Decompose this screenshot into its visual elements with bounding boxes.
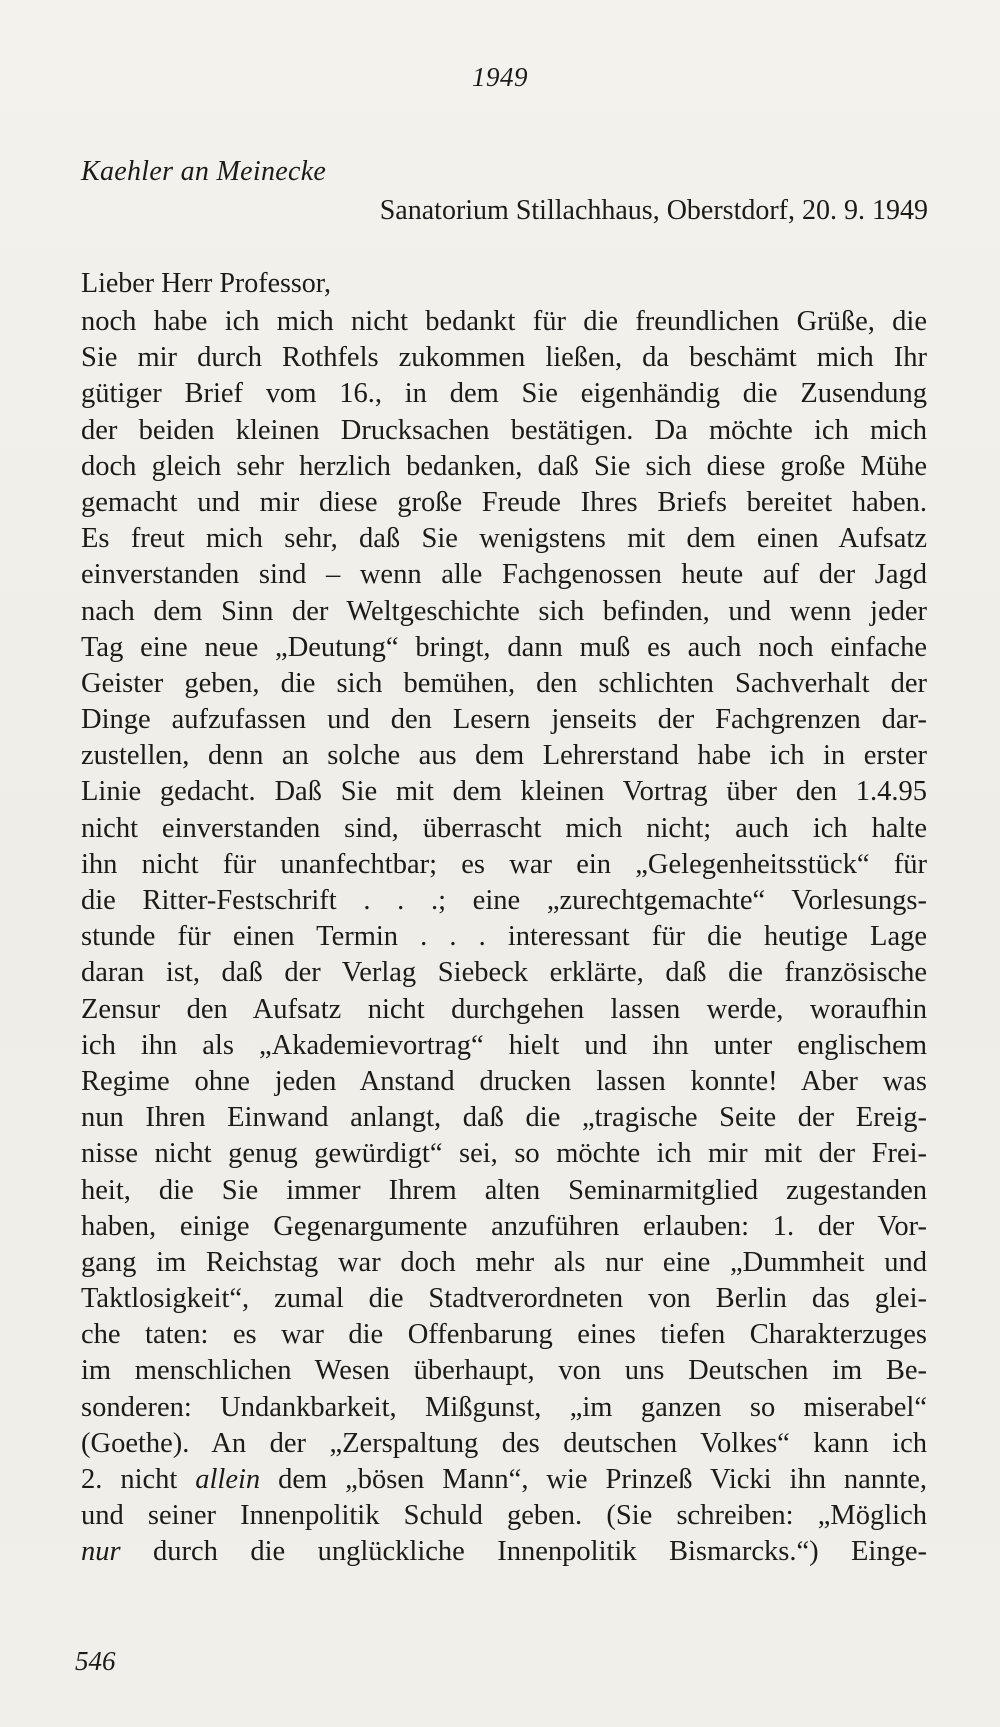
text-line: [81, 1390, 927, 1426]
text-line: [81, 304, 927, 340]
text-segment: ich ihn als „Akademievortrag“ hielt und ihn unter englischem: [81, 1029, 927, 1061]
text-line: [81, 702, 927, 738]
text-segment: heit, die Sie immer Ihrem alten Seminarmitglied zugestanden: [81, 1174, 927, 1206]
text-segment: nisse nicht genug gewürdigt“ sei, so möchte ich mir mit der Frei-: [81, 1138, 927, 1170]
text-segment: dem „bösen Mann“, wie Prinzeß Vicki ihn nannte,: [260, 1464, 927, 1495]
text-segment: (Goethe). An der „Zerspaltung des deutschen Volkes“ kann ich: [81, 1427, 927, 1459]
text-segment: Regime ohne jeden Anstand drucken lassen konnte! Aber was: [81, 1065, 927, 1097]
text-line: [81, 666, 927, 702]
text-segment: nun Ihren Einwand anlangt, daß die „tragische Seite der Ereig-: [81, 1102, 927, 1134]
text-line: [81, 594, 927, 630]
text-line: [81, 1173, 927, 1209]
letter-place-date: Sanatorium Stillachhaus, Oberstdorf, 20. 9. 1949: [379, 195, 928, 226]
text-line: [81, 774, 927, 810]
text-segment: Taktlosigkeit“, zumal die Stadtverordneten von Berlin das glei-: [81, 1283, 927, 1315]
text-line: [81, 1064, 927, 1100]
text-segment: und seiner Innenpolitik Schuld geben. (Sie schreiben: „Möglich: [81, 1500, 927, 1532]
emphasized-text: allein: [195, 1464, 261, 1495]
text-line: [81, 1100, 927, 1136]
text-line: [81, 1534, 927, 1570]
text-segment: 2. nicht: [81, 1464, 196, 1495]
emphasized-text: nur: [81, 1536, 121, 1568]
letter-body: [81, 304, 927, 1571]
text-segment: Dinge aufzufassen und den Lesern jenseits der Fachgrenzen dar-: [81, 704, 927, 736]
text-segment: die Ritter-Festschrift . . .; eine „zurechtgemachte“ Vorlesungs-: [81, 885, 927, 916]
text-segment: gemacht und mir diese große Freude Ihres Briefs bereitet haben.: [81, 486, 927, 518]
text-line: [81, 1462, 927, 1498]
text-line: [81, 1136, 927, 1172]
page-number: 546: [75, 1646, 116, 1676]
text-segment: Es freut mich sehr, daß Sie wenigstens mit dem einen Aufsatz: [81, 523, 927, 555]
text-line: [81, 955, 927, 991]
text-line: [81, 413, 927, 449]
text-line: [81, 1281, 927, 1317]
text-line: [81, 738, 927, 774]
text-line: [81, 1426, 927, 1462]
text-line: [81, 1245, 927, 1281]
letter-salutation: Lieber Herr Professor,: [81, 268, 332, 299]
text-line: [81, 919, 927, 955]
text-line: [81, 1317, 927, 1353]
text-segment: noch habe ich mich nicht bedankt für die freundlichen Grüße, die: [81, 306, 927, 337]
text-segment: Sie mir durch Rothfels zukommen ließen, da beschämt mich Ihr: [81, 342, 927, 374]
text-segment: doch gleich sehr herzlich bedanken, daß Sie sich diese große Mühe: [81, 450, 927, 482]
text-segment: nicht einverstanden sind, überrascht mich nicht; auch ich halte: [81, 812, 927, 844]
text-segment: Linie gedacht. Daß Sie mit dem kleinen Vortrag über den 1.4.95: [81, 776, 927, 808]
text-segment: haben, einige Gegenargumente anzuführen erlauben: 1. der Vor-: [81, 1210, 927, 1242]
text-line: [81, 1209, 927, 1245]
text-segment: stunde für einen Termin . . . interessant für die heutige Lage: [81, 921, 927, 953]
text-line: [81, 485, 927, 521]
text-line: [81, 449, 927, 485]
text-segment: daran ist, daß der Verlag Siebeck erklärte, daß die französische: [81, 957, 927, 989]
text-segment: im menschlichen Wesen überhaupt, von uns Deutschen im Be-: [81, 1355, 927, 1387]
text-line: [81, 557, 927, 593]
text-line: [81, 630, 927, 666]
text-line: [81, 992, 927, 1028]
text-segment: gütiger Brief vom 16., in dem Sie eigenhändig die Zusendung: [81, 378, 927, 410]
text-segment: sonderen: Undankbarkeit, Mißgunst, „im ganzen so miserabel“: [81, 1391, 927, 1423]
text-line: [81, 883, 927, 919]
text-segment: zustellen, denn an solche aus dem Lehrerstand habe ich in erster: [81, 740, 927, 772]
text-line: [81, 1353, 927, 1389]
text-segment: einverstanden sind – wenn alle Fachgenossen heute auf der Jagd: [81, 559, 927, 591]
text-segment: Zensur den Aufsatz nicht durchgehen lassen werde, woraufhin: [81, 993, 927, 1025]
text-segment: durch die unglückliche Innenpolitik Bismarcks.“) Einge-: [120, 1536, 927, 1568]
text-line: [81, 521, 927, 557]
running-head-year: 1949: [472, 62, 528, 92]
text-line: [81, 811, 927, 847]
text-line: [81, 1498, 927, 1534]
letter-sender-heading: Kaehler an Meinecke: [81, 156, 327, 187]
text-segment: Geister geben, die sich bemühen, den schlichten Sachverhalt der: [81, 667, 927, 699]
text-segment: gang im Reichstag war doch mehr als nur eine „Dummheit und: [81, 1246, 927, 1278]
text-segment: nach dem Sinn der Weltgeschichte sich befinden, und wenn jeder: [81, 595, 927, 627]
text-segment: ihn nicht für unanfechtbar; es war ein „Gelegenheitsstück“ für: [81, 848, 927, 880]
text-line: [81, 1028, 927, 1064]
text-segment: der beiden kleinen Drucksachen bestätigen. Da möchte ich mich: [81, 414, 927, 446]
text-line: [81, 847, 927, 883]
text-segment: Tag eine neue „Deutung“ bringt, dann muß es auch noch einfache: [81, 631, 927, 663]
text-line: [81, 376, 927, 412]
text-line: [81, 340, 927, 376]
text-segment: che taten: es war die Offenbarung eines tiefen Charakterzuges: [81, 1319, 927, 1351]
